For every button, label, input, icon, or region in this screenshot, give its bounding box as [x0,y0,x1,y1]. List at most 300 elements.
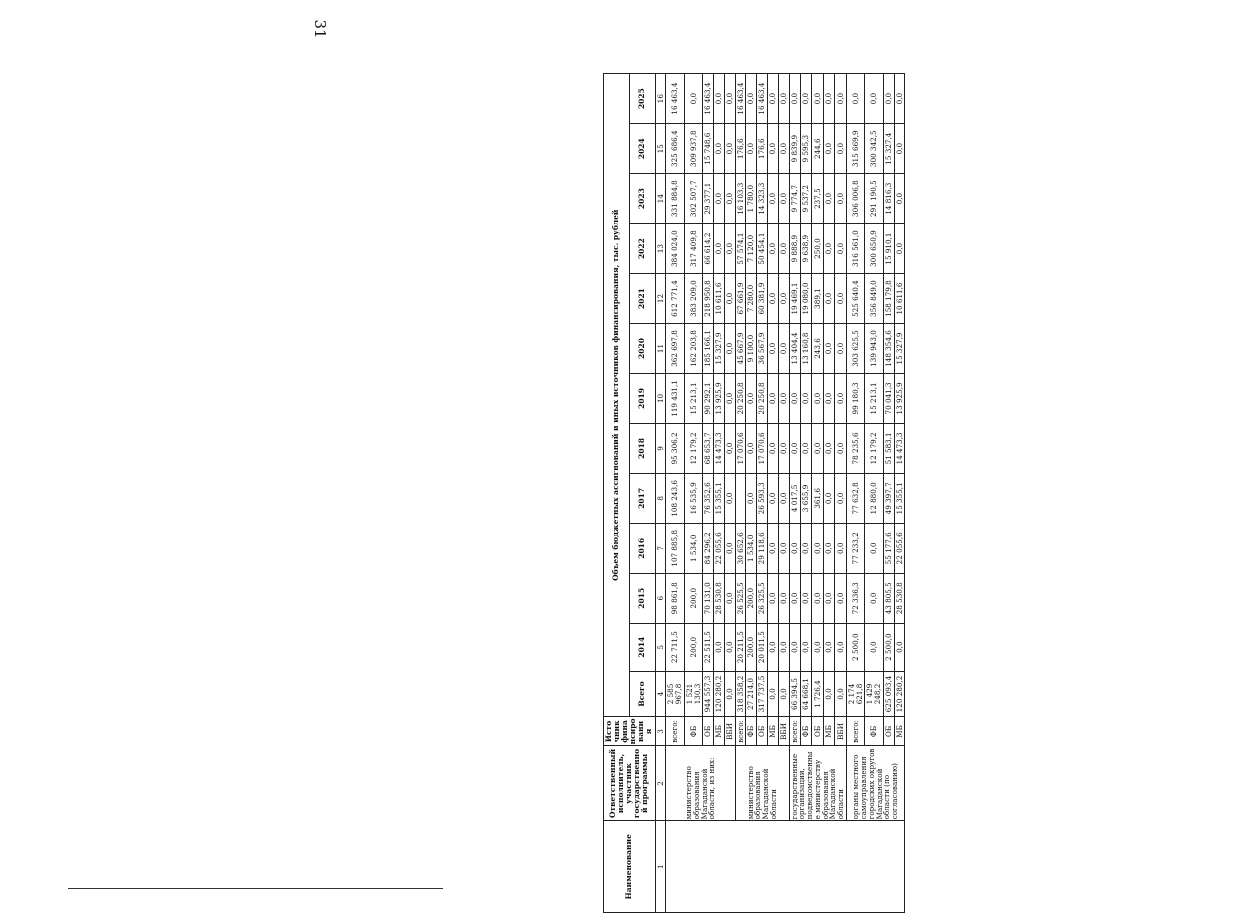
value-cell: 331 884,8 [666,174,685,224]
value-cell: 9 839,9 [789,124,800,174]
column-number: 9 [655,423,666,473]
value-cell: 0,0 [789,423,800,473]
value-cell: 13 925,9 [714,373,725,423]
value-cell: 49 397,7 [883,473,894,523]
value-cell: 0,0 [800,623,811,671]
value-cell: 0,0 [746,74,757,124]
value-cell: 0,0 [767,124,778,174]
value-cell: 0,0 [894,124,905,174]
value-cell: 0,0 [714,174,725,224]
value-cell: 95 306,2 [666,423,685,473]
value-cell: 0,0 [789,373,800,423]
value-cell: 2 585 967,8 [666,671,685,717]
value-cell: 9 100,0 [746,324,757,374]
value-cell: 0,0 [812,373,823,423]
value-cell: 9 537,2 [800,174,811,224]
source-cell: ФБ [800,717,811,746]
value-cell: 13 925,9 [894,373,905,423]
value-cell: 0,0 [778,373,789,423]
source-cell: ВБИ [724,717,735,746]
table-row [666,74,685,913]
value-cell: 16 463,4 [703,74,714,124]
value-cell: 0,0 [767,174,778,224]
header-year: 2014 [629,623,655,671]
value-cell: 0,0 [823,274,834,324]
value-cell: 185 166,1 [703,324,714,374]
value-cell: 84 296,2 [703,523,714,573]
value-cell: 9 774,7 [789,174,800,224]
value-cell: 22 055,6 [894,523,905,573]
value-cell: 0,0 [812,623,823,671]
responsible-cell: государственные организации, подведомственные министерству образования Магаданской области [789,746,846,821]
header-year: 2020 [629,324,655,374]
value-cell: 0,0 [789,573,800,623]
source-cell: всего: [666,717,685,746]
value-cell: 0,0 [746,373,757,423]
value-cell: 43 805,5 [883,573,894,623]
value-cell: 0,0 [778,224,789,274]
column-number: 15 [655,124,666,174]
value-cell: 389,1 [812,274,823,324]
value-cell: 176,6 [757,124,768,174]
value-cell: 12 880,0 [865,473,884,523]
value-cell: 0,0 [823,523,834,573]
value-cell: 0,0 [724,423,735,473]
value-cell: 108 243,6 [666,473,685,523]
value-cell: 162 203,8 [684,324,703,374]
value-cell: 15 327,4 [883,124,894,174]
header-volume: Объем бюджетных ассигнований и иных источников финансирования, тыс. рублей [604,74,630,717]
value-cell: 7 280,0 [746,274,757,324]
value-cell: 384 024,0 [666,224,685,274]
header-year: 2023 [629,174,655,224]
value-cell: 0,0 [894,74,905,124]
value-cell: 22 511,5 [703,623,714,671]
header-year: 2018 [629,423,655,473]
value-cell: 0,0 [800,373,811,423]
column-number: 1 [655,821,666,913]
value-cell: 0,0 [835,423,846,473]
value-cell: 0,0 [724,324,735,374]
value-cell: 9 888,9 [789,224,800,274]
value-cell: 0,0 [767,373,778,423]
value-cell: 300 342,5 [865,124,884,174]
value-cell: 0,0 [746,423,757,473]
value-cell: 7 120,0 [746,224,757,274]
financing-table [603,73,905,913]
value-cell: 29 377,1 [703,174,714,224]
value-cell: 107 885,8 [666,523,685,573]
value-cell: 0,0 [778,473,789,523]
source-cell: ВБИ [835,717,846,746]
value-cell: 0,0 [724,224,735,274]
value-cell: 0,0 [800,423,811,473]
value-cell: 20 211,5 [735,623,746,671]
value-cell: 0,0 [724,573,735,623]
value-cell: 1 534,0 [746,523,757,573]
value-cell: 15 327,9 [714,324,725,374]
value-cell: 0,0 [724,473,735,523]
value-cell: 315 669,9 [846,124,865,174]
value-cell: 16 103,3 [735,174,746,224]
value-cell: 0,0 [778,573,789,623]
value-cell: 0,0 [835,174,846,224]
value-cell: 0,0 [767,473,778,523]
value-cell: 2 174 621,8 [846,671,865,717]
value-cell: 0,0 [800,523,811,573]
value-cell: 0,0 [823,623,834,671]
value-cell: 72 336,3 [846,573,865,623]
value-cell: 3 655,9 [800,473,811,523]
value-cell: 19 469,1 [789,274,800,324]
value-cell: 0,0 [823,373,834,423]
value-cell: 0,0 [767,274,778,324]
value-cell: 0,0 [865,74,884,124]
value-cell [735,473,746,523]
column-number: 8 [655,473,666,523]
value-cell: 68 653,7 [703,423,714,473]
column-number: 13 [655,224,666,274]
value-cell: 0,0 [778,671,789,717]
value-cell: 0,0 [835,124,846,174]
page-number: 31 [311,19,329,39]
value-cell: 15 748,6 [703,124,714,174]
table-row [846,74,865,913]
value-cell: 17 070,6 [735,423,746,473]
value-cell: 13 160,8 [800,324,811,374]
value-cell: 302 507,7 [684,174,703,224]
value-cell: 22 055,6 [714,523,725,573]
responsible-cell: министерство образования Магаданской области, из них: [666,746,735,821]
value-cell: 612 771,4 [666,274,685,324]
column-number: 10 [655,373,666,423]
value-cell: 16 535,9 [684,473,703,523]
value-cell: 0,0 [724,623,735,671]
value-cell: 15 213,1 [684,373,703,423]
value-cell: 10 611,6 [894,274,905,324]
value-cell: 0,0 [724,124,735,174]
value-cell: 0,0 [767,623,778,671]
value-cell: 237,5 [812,174,823,224]
value-cell: 70 131,0 [703,573,714,623]
value-cell: 139 943,0 [865,324,884,374]
header-year: 2019 [629,373,655,423]
rotated-table-container [603,8,1243,913]
source-cell: МБ [767,717,778,746]
value-cell: 66 614,2 [703,224,714,274]
value-cell: 0,0 [714,224,725,274]
value-cell: 4 017,5 [789,473,800,523]
column-number: 7 [655,523,666,573]
value-cell: 2 500,0 [883,623,894,671]
value-cell: 300 650,9 [865,224,884,274]
source-cell: ОБ [703,717,714,746]
value-cell: 27 214,0 [746,671,757,717]
value-cell: 0,0 [767,523,778,573]
value-cell: 317 737,5 [757,671,768,717]
value-cell: 309 937,8 [684,124,703,174]
source-cell: ФБ [865,717,884,746]
value-cell: 20 250,8 [735,373,746,423]
header-source: Источник финансирования [604,718,654,745]
source-cell: ФБ [746,717,757,746]
value-cell: 1 726,4 [812,671,823,717]
value-cell: 66 394,5 [789,671,800,717]
value-cell: 944 557,3 [703,671,714,717]
value-cell: 15 910,1 [883,224,894,274]
value-cell: 625 093,4 [883,671,894,717]
value-cell: 306 006,8 [846,174,865,224]
value-cell: 0,0 [767,671,778,717]
value-cell: 0,0 [778,523,789,573]
value-cell: 243,6 [812,324,823,374]
value-cell: 0,0 [835,623,846,671]
value-cell: 0,0 [778,124,789,174]
value-cell: 250,0 [812,224,823,274]
value-cell: 120 280,2 [894,671,905,717]
source-cell: МБ [894,717,905,746]
value-cell: 0,0 [835,523,846,573]
value-cell: 1 534,0 [684,523,703,573]
header-year: 2024 [629,124,655,174]
value-cell: 244,6 [812,124,823,174]
value-cell: 218 950,8 [703,274,714,324]
value-cell: 120 280,2 [714,671,725,717]
value-cell: 0,0 [767,573,778,623]
value-cell: 0,0 [724,74,735,124]
header-year: 2021 [629,274,655,324]
value-cell: 0,0 [724,523,735,573]
source-cell: ФБ [684,717,703,746]
value-cell: 318 358,2 [735,671,746,717]
value-cell: 176,6 [735,124,746,174]
value-cell: 0,0 [835,324,846,374]
value-cell: 0,0 [800,74,811,124]
value-cell: 0,0 [724,373,735,423]
source-cell: ВБИ [778,717,789,746]
column-number: 11 [655,324,666,374]
value-cell: 19 080,0 [800,274,811,324]
value-cell: 0,0 [767,224,778,274]
source-cell: всего: [789,717,800,746]
value-cell: 0,0 [778,274,789,324]
value-cell: 0,0 [865,573,884,623]
value-cell: 14 473,3 [894,423,905,473]
value-cell: 55 177,6 [883,523,894,573]
value-cell: 12 179,2 [684,423,703,473]
value-cell: 0,0 [724,671,735,717]
value-cell: 13 404,4 [789,324,800,374]
value-cell: 0,0 [835,224,846,274]
value-cell: 525 640,4 [846,274,865,324]
responsible-cell: органы местного самоуправления городских округов Магаданской области (по согласованию) [846,746,905,821]
value-cell: 45 667,9 [735,324,746,374]
value-cell: 0,0 [789,523,800,573]
header-name: Наименование [604,821,656,913]
value-cell: 1 521 130,3 [684,671,703,717]
value-cell: 0,0 [812,423,823,473]
value-cell: 0,0 [800,573,811,623]
value-cell: 0,0 [835,373,846,423]
value-cell: 317 409,8 [684,224,703,274]
value-cell: 16 463,4 [757,74,768,124]
value-cell: 0,0 [823,671,834,717]
table-row [789,74,800,913]
value-cell: 200,0 [684,623,703,671]
value-cell: 78 235,6 [846,423,865,473]
value-cell: 16 463,4 [735,74,746,124]
value-cell: 14 473,3 [714,423,725,473]
value-cell: 15 327,9 [894,324,905,374]
value-cell: 0,0 [812,573,823,623]
value-cell: 90 292,1 [703,373,714,423]
column-number: 14 [655,174,666,224]
value-cell: 9 595,3 [800,124,811,174]
value-cell: 0,0 [823,324,834,374]
value-cell: 0,0 [767,324,778,374]
value-cell: 30 652,6 [735,523,746,573]
value-cell: 64 668,1 [800,671,811,717]
value-cell: 17 070,6 [757,423,768,473]
value-cell: 316 561,0 [846,224,865,274]
value-cell: 0,0 [894,174,905,224]
name-cell [666,821,905,913]
column-number: 2 [655,746,666,821]
value-cell: 200,0 [684,573,703,623]
value-cell: 119 431,1 [666,373,685,423]
value-cell: 0,0 [823,74,834,124]
value-cell: 20 250,8 [757,373,768,423]
value-cell: 0,0 [746,473,757,523]
value-cell: 29 118,6 [757,523,768,573]
value-cell: 15 213,1 [865,373,884,423]
value-cell: 0,0 [789,623,800,671]
header-year: 2022 [629,224,655,274]
value-cell: 15 355,1 [894,473,905,523]
value-cell: 1 429 248,2 [865,671,884,717]
header-year: 2015 [629,573,655,623]
source-cell: МБ [823,717,834,746]
value-cell: 0,0 [894,224,905,274]
value-cell: 77 632,8 [846,473,865,523]
value-cell: 0,0 [778,74,789,124]
value-cell: 148 354,6 [883,324,894,374]
value-cell: 20 011,5 [757,623,768,671]
value-cell: 0,0 [778,174,789,224]
value-cell: 361,6 [812,473,823,523]
value-cell: 0,0 [812,523,823,573]
value-cell: 77 233,2 [846,523,865,573]
value-cell: 0,0 [835,274,846,324]
column-number: 4 [655,671,666,717]
header-year: 2017 [629,473,655,523]
column-number: 5 [655,623,666,671]
value-cell: 0,0 [812,74,823,124]
value-cell: 28 530,8 [714,573,725,623]
value-cell: 356 849,0 [865,274,884,324]
value-cell: 0,0 [778,623,789,671]
value-cell: 0,0 [846,74,865,124]
value-cell: 2 500,0 [846,623,865,671]
value-cell: 9 638,9 [800,224,811,274]
value-cell: 0,0 [714,124,725,174]
value-cell: 57 574,1 [735,224,746,274]
value-cell: 0,0 [823,423,834,473]
value-cell: 26 325,5 [757,573,768,623]
value-cell: 0,0 [767,74,778,124]
value-cell: 0,0 [714,74,725,124]
footer-rule [68,888,443,889]
column-number: 6 [655,573,666,623]
value-cell: 0,0 [883,74,894,124]
value-cell: 158 179,8 [883,274,894,324]
value-cell: 0,0 [835,74,846,124]
source-cell: МБ [714,717,725,746]
value-cell: 0,0 [835,671,846,717]
value-cell: 0,0 [894,623,905,671]
value-cell: 0,0 [835,473,846,523]
value-cell: 325 686,4 [666,124,685,174]
value-cell: 26 525,5 [735,573,746,623]
source-cell: всего: [846,717,865,746]
value-cell: 0,0 [778,324,789,374]
value-cell: 0,0 [865,523,884,573]
value-cell: 0,0 [823,174,834,224]
value-cell: 0,0 [724,274,735,324]
table-row [735,74,746,913]
header-year: 2016 [629,523,655,573]
value-cell: 0,0 [823,124,834,174]
value-cell: 15 355,1 [714,473,725,523]
source-cell: ОБ [883,717,894,746]
column-number: 3 [655,717,666,746]
value-cell: 200,0 [746,623,757,671]
value-cell: 0,0 [746,124,757,174]
value-cell: 0,0 [684,74,703,124]
value-cell: 0,0 [835,573,846,623]
value-cell: 0,0 [767,423,778,473]
value-cell: 1 780,0 [746,174,757,224]
source-cell: ОБ [757,717,768,746]
value-cell: 16 463,4 [666,74,685,124]
value-cell: 70 041,3 [883,373,894,423]
value-cell: 98 861,8 [666,573,685,623]
value-cell: 0,0 [714,623,725,671]
value-cell: 383 209,0 [684,274,703,324]
value-cell: 12 179,2 [865,423,884,473]
value-cell: 51 583,1 [883,423,894,473]
value-cell: 28 530,8 [894,573,905,623]
value-cell: 0,0 [724,174,735,224]
source-cell: ОБ [812,717,823,746]
column-number: 12 [655,274,666,324]
value-cell: 0,0 [823,573,834,623]
value-cell: 0,0 [823,224,834,274]
value-cell: 0,0 [789,74,800,124]
value-cell: 22 711,5 [666,623,685,671]
value-cell: 76 352,6 [703,473,714,523]
value-cell: 0,0 [865,623,884,671]
value-cell: 291 190,5 [865,174,884,224]
value-cell: 26 593,3 [757,473,768,523]
value-cell: 67 661,9 [735,274,746,324]
value-cell: 50 454,1 [757,224,768,274]
value-cell: 99 180,3 [846,373,865,423]
value-cell: 14 816,3 [883,174,894,224]
value-cell: 0,0 [823,473,834,523]
source-cell: всего: [735,717,746,746]
responsible-cell: министерство образования Магаданской области [735,746,789,821]
